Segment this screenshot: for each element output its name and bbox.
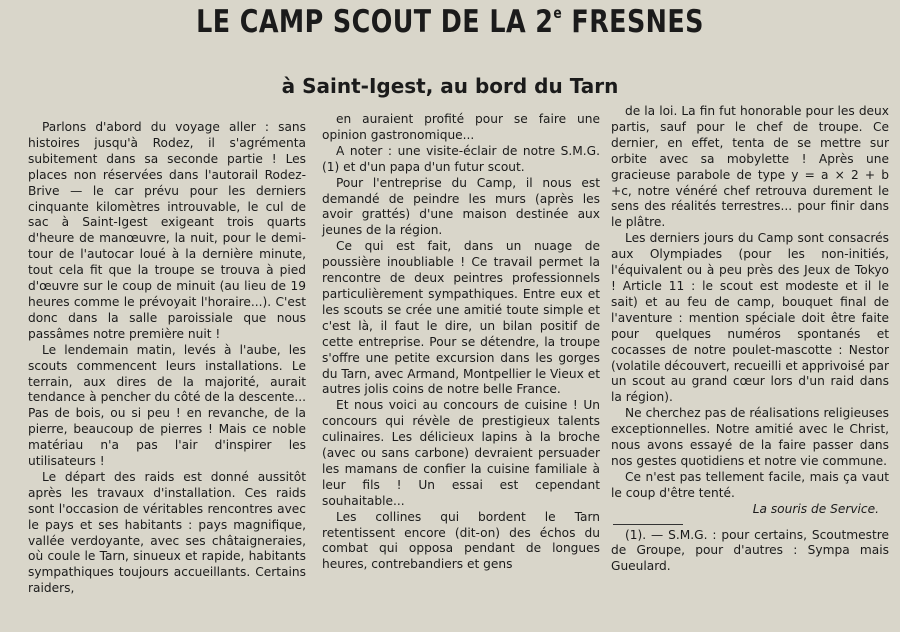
- paragraph: Ne cherchez pas de réalisations religieuses exceptionnelles. Notre amitié avec le Christ, nous avons essayé de la faire passer dans nos gestes quotidiens et notre vie commune.: [611, 406, 889, 468]
- paragraph: en auraient profité pour se faire une opinion gastronomique...: [322, 112, 600, 142]
- paragraph: Et nous voici au concours de cuisine ! Un concours qui révèle de prestigieux talents culinaires. Les délicieux lapins à la broche (avec ou sans carbone) devraient persuader les mamans de confier la cuisine familiale à leur fils ! Un essai est cependant souhaitable...: [322, 398, 600, 508]
- paragraph: Ce n'est pas tellement facile, mais ça vaut le coup d'être tenté.: [611, 469, 889, 500]
- article-subtitle: à Saint-Igest, au bord du Tarn: [281, 74, 619, 98]
- paragraph: Pour l'entreprise du Camp, il nous est demandé de peindre les murs (après les avoir grattés) d'une maison destinée aux jeunes de la région.: [322, 175, 600, 238]
- article-title: [81, 4, 819, 40]
- footnote: (1). — S.M.G. : pour certains, Scoutmestre de Groupe, pour d'autres : Sympa mais Gueulard.: [611, 527, 889, 574]
- paragraph: Les collines qui bordent le Tarn retentissent encore (dit-on) des échos du combat qui opposa pendant de longues heures, contrebandiers et gens: [322, 509, 600, 572]
- paragraph: de la loi. La fin fut honorable pour les deux partis, sauf pour le chef de troupe. Ce dernier, en effet, tenta de se mettre sur orbite avec sa mobylette ! Après une gracieuse parabole de type y = a × 2 + b +c, notre vénéré chef retrouva durement le sens des réalités terrestres... pour finir dans le plâtre.: [611, 104, 889, 230]
- paragraph: A noter : une visite-éclair de notre S.M.G. (1) et d'un papa d'un futur scout.: [322, 143, 600, 174]
- paragraph: Ce qui est fait, dans un nuage de poussière inoubliable ! Ce travail permet la rencontre de deux peintres professionnels particulièrement sympathiques. Entre eux et les scouts se crée une amitié toute simple et c'est là, il faut le dire, un bilan positif de cette entreprise. Pour se détendre, la troupe s'offre une petite excursion dans les gorges du Tarn, avec Armand, Montpellier le Vieux et autres jolis coins de notre belle France.: [322, 239, 600, 397]
- paragraph: Parlons d'abord du voyage aller : sans histoires jusqu'à Rodez, il s'agrémenta subitement dans sa seconde partie ! Les places non réservées dans l'autorail Rodez-Brive — le car prévu pour les derniers cinquante kilomètres introuvable, le cul de sac à Saint-Igest exigeant trois quarts d'heure de manœuvre, la nuit, pour le demi-tour de l'autocar loué à la dernière minute, tout cela fit que la troupe se trouva à pied d'œuvre sur le coup de minuit (au lieu de 19 heures comme le prévoyait l'horaire...). C'est donc dans la salle paroissiale que nous passâmes notre première nuit !: [28, 120, 306, 341]
- title-end: FRESNES: [562, 4, 704, 40]
- column-2: [322, 112, 600, 573]
- paragraph: Les derniers jours du Camp sont consacrés aux Olympiades (pour les non-initiés, l'équivalent ou à peu près des Jeux de Tokyo ! Article 11 : le scout est modeste et il le sait) et au feu de camp, bouquet final de l'aventure : mention spéciale doit être faite pour quelques numéros spontanés et cocasses de notre poulet-mascotte : Nestor (volatile découvert, recueilli et apprivoisé par un scout au grand cœur lors d'un raid dans la région).: [611, 231, 889, 405]
- title-main: LE CAMP SCOUT DE LA 2: [196, 4, 554, 40]
- column-3: [611, 104, 889, 575]
- footnote-divider: [613, 524, 683, 525]
- paragraph: Le départ des raids est donné aussitôt après les travaux d'installation. Ces raids sont l'occasion de véritables rencontres avec le pays et ses habitants : pays magnifique, vallée verdoyante, avec ses châtaigneraies, où coule le Tarn, sinueux et rapide, habitants sympathiques toujours accueillants. Certains raiders,: [28, 469, 306, 596]
- signature: La souris de Service.: [752, 501, 879, 516]
- title-superscript: e: [553, 4, 563, 22]
- paragraph: Le lendemain matin, levés à l'aube, les scouts commencent leurs installations. Le terrain, aux dires de la majorité, aurait tendance à pencher du côté de la descente... Pas de bois, ou si peu ! en revanche, de la pierre, beaucoup de pierres ! Mais ce noble matériau n'a pas l'air d'inspirer les utilisateurs !: [28, 342, 306, 469]
- column-1: [28, 120, 306, 597]
